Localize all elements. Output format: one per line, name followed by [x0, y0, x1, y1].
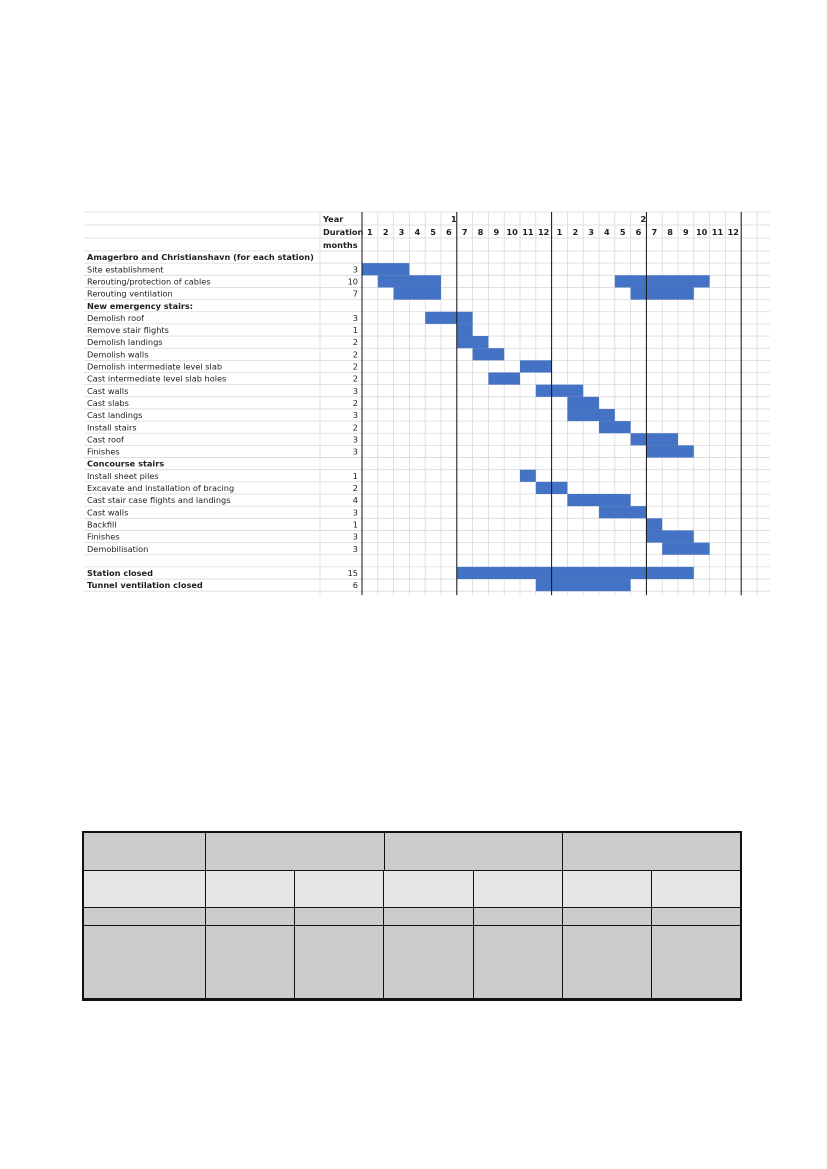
duration-value: 4 [352, 495, 358, 506]
month-label: 6 [446, 227, 452, 237]
table-subheader-row [84, 871, 740, 908]
gantt-bar [646, 445, 693, 457]
duration-value: 2 [352, 373, 358, 384]
task-label: Install sheet piles [87, 470, 159, 481]
task-label: Install stairs [87, 422, 137, 433]
month-label: 3 [588, 227, 594, 237]
table-header-row [84, 833, 740, 871]
table-cell [563, 926, 652, 999]
task-label: Cast roof [87, 434, 124, 445]
duration-value: 3 [352, 434, 358, 445]
task-label: Site establishment [87, 264, 164, 275]
task-label: Remove stair flights [87, 325, 169, 336]
task-label: Cast slabs [87, 397, 129, 408]
gantt-bar [457, 336, 489, 348]
gantt-bar [425, 312, 472, 324]
table-cell [474, 908, 563, 926]
duration-value: 3 [352, 446, 358, 457]
month-label: 10 [506, 227, 518, 237]
task-label: Tunnel ventilation closed [87, 580, 203, 591]
gantt-bar [599, 506, 646, 518]
duration-value: 2 [352, 422, 358, 433]
task-label: Excavate and installation of bracing [87, 483, 235, 493]
task-label: Demolish walls [87, 349, 149, 360]
month-label: 8 [667, 227, 673, 237]
duration-value: 3 [352, 507, 358, 518]
gantt-bar [662, 543, 709, 555]
duration-value: 1 [352, 470, 358, 481]
table-cell [385, 833, 563, 871]
task-label: Demobilisation [87, 543, 149, 554]
table-cell [652, 926, 740, 999]
task-label: Concourse stairs [87, 458, 165, 469]
gantt-bar [457, 567, 694, 579]
month-label: 9 [493, 227, 500, 237]
month-label: 9 [683, 227, 689, 237]
duration-value: 3 [352, 264, 358, 275]
gantt-bar [567, 409, 614, 421]
gantt-bar [646, 530, 693, 542]
table-cell [652, 908, 740, 926]
table-cell [206, 908, 295, 926]
duration-value: 1 [352, 325, 358, 336]
month-label: 10 [695, 227, 708, 237]
table-row [84, 908, 740, 926]
duration-value: 1 [352, 519, 358, 530]
gantt-bar [536, 385, 583, 397]
table-cell [563, 871, 652, 908]
task-label: Finishes [87, 531, 120, 542]
empty-table [82, 831, 742, 1001]
duration-value: 3 [352, 543, 358, 554]
month-label: 6 [635, 227, 642, 237]
gantt-bar [536, 579, 631, 591]
task-label: Demolish intermediate level slab [87, 361, 223, 372]
month-label: 12 [727, 227, 740, 237]
table-cell [206, 833, 385, 871]
month-label: 11 [711, 227, 724, 237]
month-label: 4 [604, 227, 610, 237]
duration-label-months: months [323, 240, 358, 250]
task-label: Cast landings [87, 410, 143, 421]
task-label: Backfill [87, 519, 117, 530]
duration-value: 2 [352, 361, 358, 372]
gantt-bar [378, 275, 441, 287]
month-label: 1 [556, 227, 563, 237]
task-label: Station closed [87, 568, 153, 579]
gantt-bar [457, 324, 473, 336]
task-label: Rerouting/protection of cables [87, 276, 211, 287]
gantt-bar [631, 287, 694, 299]
task-label: Finishes [87, 446, 120, 457]
table-cell [474, 926, 563, 999]
month-label: 2 [572, 227, 579, 237]
table-cell [295, 926, 384, 999]
month-label: 3 [398, 227, 405, 237]
gantt-bar [631, 433, 678, 445]
gantt-bar [473, 348, 505, 360]
year-label: Year [323, 214, 344, 224]
duration-value: 3 [352, 312, 358, 323]
month-label: 5 [430, 227, 436, 237]
task-label: Demolish roof [87, 312, 145, 323]
gantt-bar [567, 397, 599, 409]
table-cell [206, 871, 295, 908]
gantt-bar [646, 518, 662, 530]
task-label: Amagerbro and Christianshavn (for each station) [87, 252, 314, 263]
duration-value: 2 [352, 337, 358, 348]
gantt-bar [394, 287, 441, 299]
duration-value: 10 [347, 276, 358, 287]
table-cell [384, 926, 474, 999]
gantt-bar [567, 494, 630, 506]
duration-value: 7 [352, 288, 358, 299]
table-cell [563, 908, 652, 926]
duration-value: 2 [352, 349, 358, 360]
task-label: Cast walls [87, 507, 129, 518]
table-cell [84, 908, 206, 926]
duration-value: 3 [352, 531, 358, 542]
month-label: 7 [651, 227, 658, 237]
task-label: New emergency stairs: [87, 300, 194, 311]
duration-value: 15 [347, 568, 358, 579]
month-label: 1 [367, 227, 373, 237]
table-row [84, 926, 740, 999]
duration-value: 2 [352, 397, 358, 408]
table-cell [206, 926, 295, 999]
month-label: 4 [414, 227, 421, 237]
month-label: 7 [461, 227, 468, 237]
task-label: Cast walls [87, 385, 129, 396]
task-label: Cast intermediate level slab holes [87, 373, 227, 384]
gantt-bar [362, 263, 409, 275]
gantt-bar [520, 470, 536, 482]
duration-label: Duration [323, 227, 364, 237]
duration-value: 2 [352, 483, 358, 493]
month-label: 2 [382, 227, 389, 237]
gantt-bar [520, 360, 552, 372]
table-cell [84, 871, 206, 908]
task-label: Rerouting ventilation [87, 288, 173, 299]
table-cell [295, 908, 384, 926]
table-cell [563, 833, 740, 871]
table-cell [474, 871, 563, 908]
task-label: Demolish landings [87, 337, 163, 348]
task-label: Cast stair case flights and landings [87, 495, 231, 506]
month-label: 8 [477, 227, 484, 237]
table-cell [384, 871, 474, 908]
duration-value: 3 [352, 385, 358, 396]
table-cell [652, 871, 740, 908]
year-number: 1 [450, 214, 457, 224]
gantt-bar [599, 421, 631, 433]
month-label: 11 [522, 227, 534, 237]
gantt-bar [488, 373, 520, 385]
table-cell [84, 833, 206, 871]
month-label: 5 [619, 227, 626, 237]
duration-value: 6 [352, 580, 358, 591]
table-cell [295, 871, 384, 908]
gantt-bar [615, 275, 710, 287]
table-cell [384, 908, 474, 926]
month-label: 12 [537, 227, 550, 237]
year-number: 2 [640, 214, 647, 224]
duration-value: 3 [352, 410, 358, 421]
table-cell [84, 926, 206, 999]
